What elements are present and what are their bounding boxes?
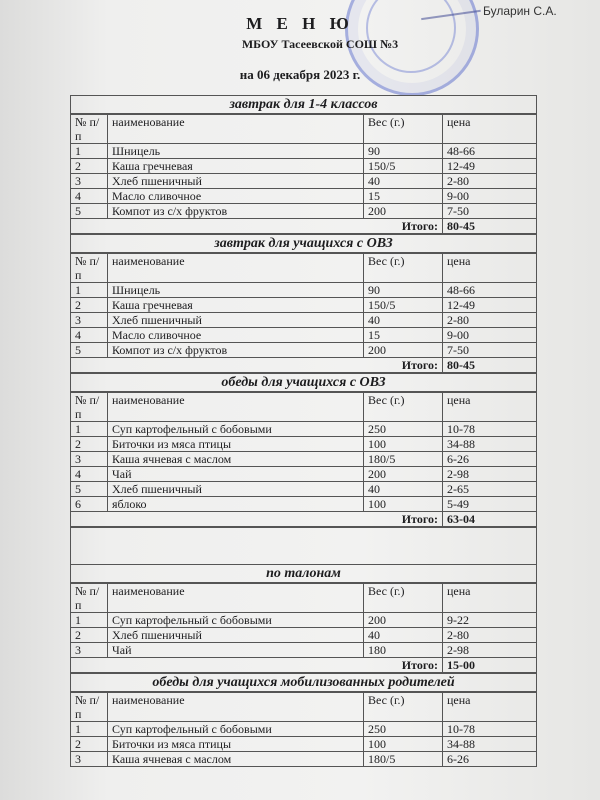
total-value: 80-45 [443, 219, 537, 234]
weight-cell: 250 [364, 722, 443, 737]
weight-cell: 40 [364, 482, 443, 497]
column-header-price: цена [443, 115, 537, 144]
column-header-weight: Вес (г.) [364, 393, 443, 422]
num-cell: 2 [71, 159, 108, 174]
weight-cell: 150/5 [364, 298, 443, 313]
approver-name: Буларин С.А. [483, 4, 557, 18]
name-cell: Суп картофельный с бобовыми [108, 422, 364, 437]
table-row [71, 144, 536, 159]
price-cell: 2-98 [443, 467, 537, 482]
name-cell: Чай [108, 643, 364, 658]
price-cell: 2-80 [443, 313, 537, 328]
table-header-row [71, 393, 536, 422]
price-cell: 7-50 [443, 204, 537, 219]
weight-cell: 180/5 [364, 452, 443, 467]
menu-table [71, 253, 536, 373]
name-cell: Хлеб пшеничный [108, 628, 364, 643]
table-row [71, 328, 536, 343]
section-title: обеды для учащихся с ОВЗ [71, 373, 536, 392]
weight-cell: 100 [364, 437, 443, 452]
table-row [71, 737, 536, 752]
num-cell: 2 [71, 437, 108, 452]
table-row [71, 298, 536, 313]
column-header-num: № п/п [71, 693, 108, 722]
price-cell: 2-80 [443, 174, 537, 189]
num-cell: 2 [71, 737, 108, 752]
table-row [71, 204, 536, 219]
price-cell: 12-49 [443, 298, 537, 313]
column-header-num: № п/п [71, 254, 108, 283]
price-cell: 6-26 [443, 452, 537, 467]
section-title: завтрак для 1-4 классов [71, 95, 536, 114]
section-spacer [71, 527, 536, 564]
num-cell: 1 [71, 613, 108, 628]
column-header-weight: Вес (г.) [364, 254, 443, 283]
name-cell: яблоко [108, 497, 364, 512]
name-cell: Хлеб пшеничный [108, 313, 364, 328]
total-value: 15-00 [443, 658, 537, 673]
name-cell: Компот из с/х фруктов [108, 204, 364, 219]
name-cell: Суп картофельный с бобовыми [108, 613, 364, 628]
price-cell: 7-50 [443, 343, 537, 358]
weight-cell: 100 [364, 737, 443, 752]
num-cell: 1 [71, 283, 108, 298]
weight-cell: 90 [364, 283, 443, 298]
table-row [71, 482, 536, 497]
price-cell: 34-88 [443, 737, 537, 752]
total-row [71, 219, 536, 234]
price-cell: 2-65 [443, 482, 537, 497]
num-cell: 6 [71, 497, 108, 512]
price-cell: 34-88 [443, 437, 537, 452]
price-cell: 6-26 [443, 752, 537, 767]
table-row [71, 628, 536, 643]
num-cell: 2 [71, 298, 108, 313]
menu-date: на 06 декабря 2023 г. [239, 67, 361, 82]
weight-cell: 100 [364, 497, 443, 512]
weight-cell: 90 [364, 144, 443, 159]
column-header-price: цена [443, 584, 537, 613]
num-cell: 5 [71, 343, 108, 358]
section-title: обеды для учащихся мобилизованных родителей [71, 673, 536, 692]
num-cell: 5 [71, 482, 108, 497]
school-name: МБОУ Тасеевской СОШ №3 [241, 37, 399, 51]
num-cell: 1 [71, 422, 108, 437]
num-cell: 3 [71, 174, 108, 189]
num-cell: 5 [71, 204, 108, 219]
menu-table [71, 692, 536, 767]
price-cell: 48-66 [443, 144, 537, 159]
name-cell: Биточки из мяса птицы [108, 437, 364, 452]
weight-cell: 180/5 [364, 752, 443, 767]
table-row [71, 752, 536, 767]
name-cell: Каша гречневая [108, 159, 364, 174]
column-header-weight: Вес (г.) [364, 584, 443, 613]
price-cell: 9-00 [443, 328, 537, 343]
name-cell: Чай [108, 467, 364, 482]
section-title: завтрак для учащихся с ОВЗ [71, 234, 536, 253]
table-row [71, 343, 536, 358]
weight-cell: 200 [364, 204, 443, 219]
num-cell: 3 [71, 643, 108, 658]
price-cell: 9-22 [443, 613, 537, 628]
table-header-row [71, 254, 536, 283]
price-cell: 2-98 [443, 643, 537, 658]
weight-cell: 250 [364, 422, 443, 437]
num-cell: 4 [71, 189, 108, 204]
table-header-row [71, 115, 536, 144]
price-cell: 9-00 [443, 189, 537, 204]
price-cell: 2-80 [443, 628, 537, 643]
name-cell: Шницель [108, 144, 364, 159]
column-header-name: наименование [108, 693, 364, 722]
price-cell: 5-49 [443, 497, 537, 512]
table-row [71, 159, 536, 174]
num-cell: 1 [71, 144, 108, 159]
total-value: 80-45 [443, 358, 537, 373]
table-row [71, 452, 536, 467]
table-row [71, 189, 536, 204]
num-cell: 3 [71, 752, 108, 767]
column-header-num: № п/п [71, 584, 108, 613]
name-cell: Каша ячневая с маслом [108, 452, 364, 467]
menu-tables [70, 95, 537, 767]
table-row [71, 422, 536, 437]
price-cell: 10-78 [443, 422, 537, 437]
table-row [71, 497, 536, 512]
column-header-name: наименование [108, 584, 364, 613]
name-cell: Хлеб пшеничный [108, 174, 364, 189]
num-cell: 4 [71, 467, 108, 482]
name-cell: Компот из с/х фруктов [108, 343, 364, 358]
total-row [71, 512, 536, 527]
column-header-weight: Вес (г.) [364, 115, 443, 144]
column-header-price: цена [443, 693, 537, 722]
num-cell: 3 [71, 452, 108, 467]
column-header-weight: Вес (г.) [364, 693, 443, 722]
column-header-num: № п/п [71, 115, 108, 144]
menu-table [71, 583, 536, 673]
weight-cell: 15 [364, 189, 443, 204]
section-title: по талонам [71, 564, 536, 583]
name-cell: Биточки из мяса птицы [108, 737, 364, 752]
weight-cell: 15 [364, 328, 443, 343]
weight-cell: 200 [364, 343, 443, 358]
weight-cell: 180 [364, 643, 443, 658]
num-cell: 4 [71, 328, 108, 343]
weight-cell: 200 [364, 613, 443, 628]
column-header-price: цена [443, 393, 537, 422]
table-row [71, 283, 536, 298]
menu-table [71, 392, 536, 527]
column-header-price: цена [443, 254, 537, 283]
name-cell: Масло сливочное [108, 189, 364, 204]
name-cell: Каша ячневая с маслом [108, 752, 364, 767]
num-cell: 1 [71, 722, 108, 737]
column-header-name: наименование [108, 393, 364, 422]
table-row [71, 467, 536, 482]
price-cell: 10-78 [443, 722, 537, 737]
name-cell: Каша гречневая [108, 298, 364, 313]
table-row [71, 437, 536, 452]
name-cell: Масло сливочное [108, 328, 364, 343]
total-row [71, 358, 536, 373]
table-row [71, 613, 536, 628]
name-cell: Хлеб пшеничный [108, 482, 364, 497]
price-cell: 12-49 [443, 159, 537, 174]
weight-cell: 200 [364, 467, 443, 482]
table-header-row [71, 584, 536, 613]
num-cell: 3 [71, 313, 108, 328]
table-row [71, 174, 536, 189]
price-cell: 48-66 [443, 283, 537, 298]
total-label: Итого: [71, 512, 443, 527]
name-cell: Суп картофельный с бобовыми [108, 722, 364, 737]
total-row [71, 658, 536, 673]
weight-cell: 40 [364, 174, 443, 189]
num-cell: 2 [71, 628, 108, 643]
page-title: М Е Н Ю [246, 14, 354, 33]
column-header-name: наименование [108, 115, 364, 144]
name-cell: Шницель [108, 283, 364, 298]
table-row [71, 643, 536, 658]
table-header-row [71, 693, 536, 722]
column-header-num: № п/п [71, 393, 108, 422]
weight-cell: 40 [364, 628, 443, 643]
total-label: Итого: [71, 219, 443, 234]
total-label: Итого: [71, 358, 443, 373]
column-header-name: наименование [108, 254, 364, 283]
weight-cell: 150/5 [364, 159, 443, 174]
total-value: 63-04 [443, 512, 537, 527]
weight-cell: 40 [364, 313, 443, 328]
total-label: Итого: [71, 658, 443, 673]
menu-table [71, 114, 536, 234]
table-row [71, 313, 536, 328]
table-row [71, 722, 536, 737]
